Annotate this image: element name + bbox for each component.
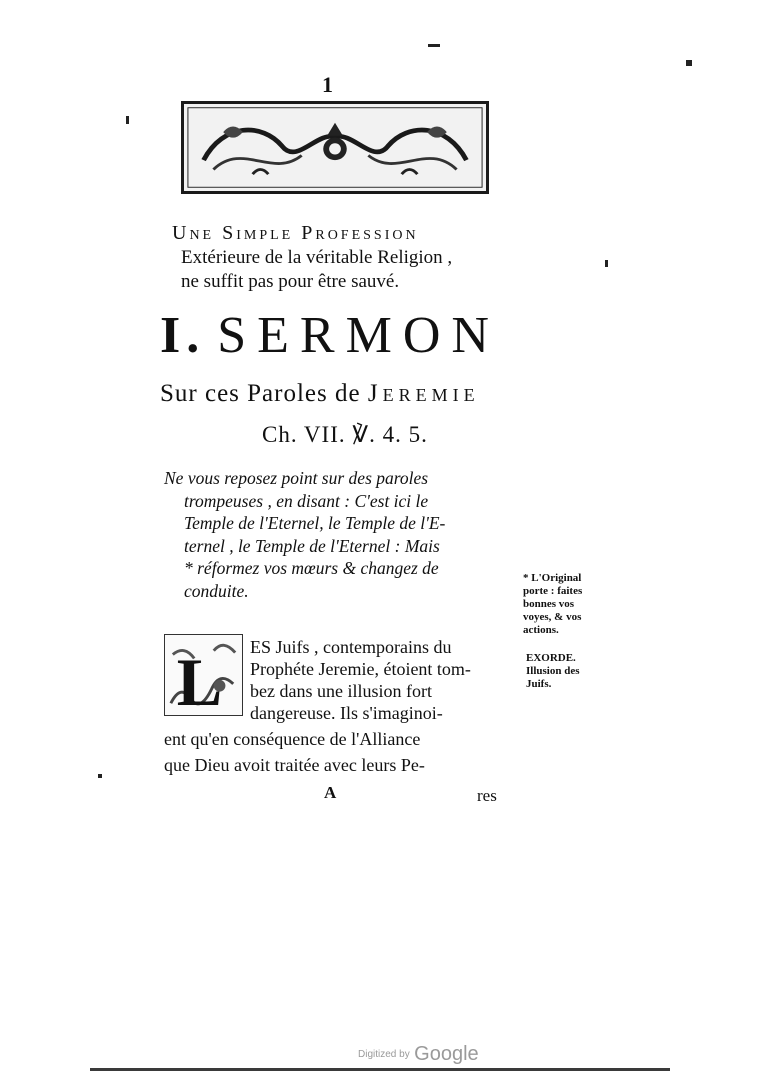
- scan-speck: [98, 774, 102, 778]
- scan-speck: [126, 116, 129, 124]
- body-line: que Dieu avoit traitée avec leurs Pe-: [164, 755, 425, 775]
- title-line-1: Une Simple Profession: [172, 222, 419, 244]
- reference-prophet-name: Jeremie: [367, 380, 480, 407]
- body-line: ES Juifs , contemporains du: [250, 637, 452, 657]
- digitized-by-label: Digitized by: [358, 1049, 410, 1060]
- drop-cap-letter: L: [176, 644, 223, 715]
- quote-line: conduite.: [184, 580, 249, 601]
- page-number: 1: [322, 72, 333, 97]
- reference-prefix: Sur ces Paroles de: [160, 380, 361, 407]
- signature-mark: A: [324, 783, 337, 802]
- reference-line-2: Ch. VII. ℣. 4. 5.: [262, 422, 428, 447]
- scan-speck: [605, 260, 608, 267]
- marginal-note-line: actions.: [523, 624, 559, 636]
- quote-line: ternel , le Temple de l'Eternel : Mais: [184, 535, 440, 556]
- marginal-note: [523, 572, 615, 637]
- headpiece-ornament-graphic: [184, 104, 486, 191]
- reference-line-1: [160, 380, 480, 408]
- body-line: ent qu'en conséquence de l'Alliance: [164, 729, 421, 749]
- drop-cap-graphic: [165, 635, 242, 715]
- sermon-heading: [160, 306, 500, 365]
- marginal-note-line: porte : faites: [523, 585, 583, 597]
- body-full-width: [164, 726, 425, 778]
- scan-speck: [428, 44, 440, 47]
- quote-line: trompeuses , en disant : C'est ici le: [184, 490, 429, 511]
- scripture-quote: [164, 467, 522, 602]
- body-indented: [250, 636, 471, 724]
- quote-line: Ne vous reposez point sur des paroles: [164, 468, 429, 488]
- marginal-exorde-line: Juifs.: [526, 678, 552, 690]
- quote-line: Temple de l'Eternel, le Temple de l'E-: [184, 513, 446, 533]
- body-line: bez dans une illusion fort: [250, 681, 432, 701]
- catchword: res: [477, 786, 497, 805]
- google-logo: Google: [414, 1043, 479, 1065]
- sermon-number: I.: [160, 307, 206, 364]
- digitized-watermark: [358, 1043, 479, 1066]
- body-line: dangereuse. Ils s'imaginoi-: [250, 703, 443, 723]
- marginal-note-line: bonnes vos: [523, 598, 575, 610]
- marginal-exorde-line: EXORDE.: [526, 652, 576, 664]
- title-line-2: Extérieure de la véritable Religion ,: [181, 247, 453, 268]
- marginal-exorde-line: Illusion des: [526, 665, 580, 677]
- body-line: Prophéte Jeremie, étoient tom-: [250, 659, 471, 679]
- quote-line: * réformez vos mœurs & changez de: [184, 558, 439, 578]
- marginal-note-line: * L'Original: [523, 572, 582, 584]
- drop-cap-initial: [164, 634, 243, 716]
- headpiece-ornament: [181, 101, 489, 194]
- title-line-3: ne suffit pas pour être sauvé.: [181, 271, 400, 292]
- scan-speck: [686, 60, 692, 66]
- marginal-exorde: [526, 652, 616, 691]
- sermon-word: SERMON: [217, 307, 500, 364]
- bottom-scan-edge: [90, 1068, 670, 1071]
- marginal-note-line: voyes, & vos: [523, 611, 582, 623]
